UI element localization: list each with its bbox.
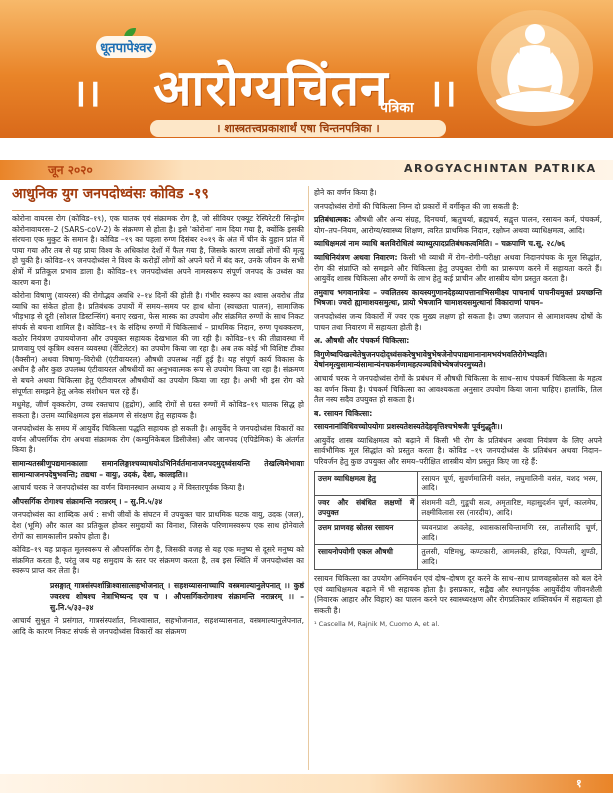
- paragraph: आचार्य सुश्रुत ने प्रसंगात, गात्रसंस्पर्शात, निःश्वासात, सहभोजनात, सहशय्यासनात, वस्त्रमाल्यानुलेपनात, आदि के कारण निकट संपर्क से जनपदोध्वंस विकारों का संक्रमण: [12, 616, 304, 636]
- meditating-figure-icon: [470, 8, 600, 136]
- title-bars-left: ।।: [72, 70, 101, 115]
- paragraph: आयुर्वेद शास्त्र व्याधिक्षमत्व को बढ़ाने में किसी भी रोग के प्रतिबंधन अथवा नियंत्रण के लिए अपने सार्वभौमिक मूल सिद्धांत को प्रस्तुत करता है। कोविड –१९ जनपदोध्वंस के प्रतिबंधन अथवा निदान–परिवर्जन हेतु कुछ उपयुक्त और समय–परीक्षित शास्त्रीय योग प्रस्तुत किए जा रहे हैं:: [314, 435, 602, 467]
- paragraph: होने का वर्णन किया है।: [314, 188, 377, 197]
- article-heading: आधुनिक युग जनपदोध्वंसः कोविड -१९: [12, 186, 209, 202]
- paragraph: जनपदोध्वंस रोगों की चिकित्सा निम्न दो प्रकारों में वर्गीकृत की जा सकती है:: [314, 201, 519, 211]
- table-row: उत्तम प्राणवह स्रोतस रसायन च्यवनप्राश अवलेह, श्वासकासचिन्तामणि रस, तालीसादि चूर्ण, आदि।: [315, 520, 602, 545]
- sanskrit-verse: सामान्यतस्त्रीणुपद्यमानकालाः समानलिङ्गाश्चव्याधयोऽभिनिर्वर्तमानाजनपदमुद्ध्वंसयन्ति तेखल्विमेभावाः सामान्याजनपदेषुभवन्ति; तद्यथा – वायुः, उदकं, देशः, कालइति।।: [12, 459, 304, 479]
- tagline: । शास्त्रतत्त्वप्रकाशार्थं एषा चिन्तनपत्रिका ।: [150, 120, 446, 137]
- paragraph: प्रतिबंधात्मक: औषधी और अन्य संग्रह, दिनचर्या, ऋतुचर्या, ब्रह्मचर्य, सद्वृत्त पालन, रसायन कर्म, पंचकर्म, योग–तप–नियम, आरोग्य/स्वास्थ्य शिक्षण, त्वरित प्राथमिक निदान, रक्षोघ्न अथवा व्याधिक्षमत्व, आदि।: [314, 215, 602, 235]
- table-row: रसायनोपयोगी एकल औषधी तुलसी, यष्टिमधु, कण्टकारी, आमलकी, हरिद्रा, पिप्पली, शुण्ठी, आदि।: [315, 545, 602, 570]
- paragraph: कोरोना वायरस रोग (कोविड–१९), एक घातक एवं संक्रामक रोग है, जो सीवियर एक्यूट रेस्पिरेटरी सिन्ड्रोम कोरोनावायरस–2 (SARS-coV-2) के संक्रमण से होता है। इसे 'कोरोना' नाम दिया गया है, क्योंकि इसकी संरचना एक मुकुट के समान है। कोविड –१९ का पहला रुग्ण दिसंबर २०१९ के अंत में चीन के वुहान प्रांत में पाया गया और तब से यह प्रायः विश्व के अधिकांश देशों में फैल गया है, जिसके कारण लाखों लोगों की मृत्यु हो चुकी है। कोविड–१९ जनपदोध्वंस ने विश्व के करोड़ों लोगों को अपने घरों में बंद कर, उनके जीवन के सभी क्षेत्रों में प्रतिकूल प्रभाव डाला है। कोविड–१९ जनपदोध्वंस अपने नामस्वरूप संपूर्ण जनपद के उध्वंस का कारण बना है।: [12, 214, 304, 287]
- issue-date: जून २०२०: [48, 163, 93, 177]
- label: व्याधिनियंत्रण अथवा निवारण:: [314, 252, 398, 262]
- sanskrit-verse: औपसर्गिक रोगाश्च संक्रामन्ति नरान्नरम् । – सु.नि.५/३४: [12, 496, 163, 506]
- sanskrit-verse: रसायनानांविधिवच्चोपयोगः प्रशस्यतेशस्यतेदेहवृत्तिश्चभेषजैः पूर्वमुद्धृतैः।।: [314, 422, 503, 432]
- paragraph: जनपदोध्वंस का शाब्दिक अर्थ : सभी जीवों के संघटन में उपयुक्त चार प्राथमिक घटक वायु, उदक (जल), देश (भूमि) और काल का प्रतिकूल होकर समुदायों का विनाश, जिसके परिणामस्वरूप एक साथ होनेवाले रोगों का सामकालीन प्रकोप होता है।: [12, 510, 304, 541]
- sanskrit-verse: विगुणेष्वपिखल्वेतेषुजनपदोद्ध्वंसकरेषुभावेषुभेषजेनोपपाद्यमानानामभयंभवतिरोगेभ्यइति। येषांनमृत्युसामान्यंसामान्यंनचकर्मणामहत्पञ्चविधेभ्येषजंपरमुच्यते।: [314, 349, 548, 370]
- left-column: [12, 186, 304, 640]
- citation: ¹ Cascella M, Rajnik M, Cuomo A, et al.: [314, 620, 440, 629]
- paragraph: जनपदोध्वंस के समय में आयुर्वेद चिकित्सा पद्धति सहायक हो सकती है। आयुर्वेद ने जनपदोध्वंस विकारों का वर्णन औपसर्गिक रोग अथवा संक्रामक रोग (कम्युनिकेबल डिसीजेस) और जानपद (एपिडेमिक) के अंतर्गत किया है।: [12, 424, 304, 455]
- label: प्रतिबंधात्मक:: [314, 215, 352, 225]
- table-row: उत्तम व्याधिक्षमत्व हेतु रसायन चूर्ण, सुवर्णमालिनी वसंत, लघुमालिनी वसंत, यशद भस्म, आदि।: [315, 471, 602, 496]
- paragraph: आचार्य चरक ने जनपदोध्वंस रोगों के प्रबंधन में औषधी चिकित्सा के साथ–साथ पंचकर्म चिकित्सा के महत्व का वर्णन किया है। पंचकर्म चिकित्सा का आवश्यकता अनुसार उपयोग किया जाना चाहिए। हालांकि, तिल तैल नस्य सदैव उपयुक्त हो सकता है।: [314, 373, 602, 405]
- paragraph: मधुमेह, जीर्ण वृक्करोग, उच्च रक्तचाप (हृद्रोग), आदि रोगों से ग्रस्त रुग्णों में कोविड–१९ घातक सिद्ध हो सकता है। उत्तम व्याधिक्षमत्व इस संक्रमण से संरक्षण हेतु सहायक है।: [12, 400, 304, 420]
- subheading: ब. रसायन चिकित्सा:: [314, 408, 373, 418]
- paragraph: व्याधिनियंत्रण अथवा निवारण: किसी भी व्याधी में रोग–रोगी–परीक्षा अथवा निदानपंचक के मूल सिद्धांत, रोग की संप्राप्ति को समझने और चिकित्सा हेतु उपयुक्त रोगी का प्रारूपण करने में सहायता करते हैं। आयुर्वेद शास्त्र चिकित्सा और रुग्णों के लाभ हेतु कई प्राचीन और शास्त्रीय योग प्रस्तुत करता है।: [314, 252, 602, 284]
- magazine-subtitle: पत्रिका: [380, 100, 414, 116]
- title-bars-right: ।।: [428, 70, 457, 115]
- logo-text: धूतपापेश्वर: [100, 41, 152, 56]
- footer-bar: [0, 774, 613, 793]
- right-column: [314, 188, 602, 633]
- table-row: ज्वर और संबंधित लक्षणों में उपयुक्त संशमनी वटी, गुडूची सत्व, अमृतारिष्ट, महासुदर्शन चूर्ण, कालमेघ, लक्ष्मीविलास रस (नारदीय), आदि।: [315, 496, 602, 521]
- formulation-table: [314, 471, 602, 570]
- paragraph: कोरोना विषाणु (वायरस) की रोगोद्भव अवधि २–१४ दिनों की होती है। गंभीर स्वरूप का श्वास अवरोध तीव्र व्याधि का संकेत होता है। प्रतिबंधक उपायों में समय–समय पर हाथ धोना (स्वच्छता पालन), सामाजिक भीड़भाड़ से दूरी (सोशल डिस्टन्सिंग) बनाए रखना, फेस मास्क का उपयोग और संक्रमित रुग्णों के साथ निकट संपर्क से बचना शामिल है। कोविड–१९ के संदिग्ध रुग्णों में चिकित्सार्थ – प्राथमिक निदान, रुग्ण पृथक्करण, कठोर नियंत्रण उपाययोजना और उपयुक्त सहायक देखभाल की जा रही है। कोविड–१९ की तीव्रावस्था में प्राणवायु एवं कृत्रिम श्वसन व्यवस्था (वेंटिलेटर) का उपयोग किया जा रहा है। अब तक कोई भी विशिष्ट टीका (वैक्सीन) अथवा विषाणु–विरोधी (एंटीवायरल) औषधी उपलब्ध नहीं हुई है। यह संपूर्ण कार्य विकास के अधीन है और कुछ उपलब्ध एंटीवायरल औषधीयों का अनुभवात्मक रूप से उपयोग किया जा रहा है। संक्रमण से बचने अथवा चिकित्सा हेतु एंटीवायरल औषधीयों का उपयोग किया जा रहा है। अभी भी इस रोग को संपूर्णतः समझने हेतु अनेक संशोधन चल रहे हैं।: [12, 291, 304, 396]
- sanskrit-verse: प्रसङ्गात् गात्रसंस्पर्शान्निःश्वासात्सहभोजनात् । सहशय्यासनाच्चापि वस्त्रमाल्यानुलेपनात् ।। कुष्ठं ज्वरश्च शोषश्च नेत्राभिष्यन्द एव च । औपसर्गिकरोगाश्च संक्रामन्ति नरान्नरम् ।। – सु.नि.५/३३–३४: [50, 581, 304, 612]
- paragraph: आचार्य चरक ने जनपदोध्वंस का वर्णन विमानस्थान अध्याय ३ में विस्तारपूर्वक किया है।: [12, 483, 245, 493]
- magazine-title: आरोग्यचिंतन: [153, 58, 389, 117]
- paragraph: कोविड–१९ यह प्राकृत मूलस्वरूप से औपसर्गिक रोग है, जिसकी वजह से यह एक मनुष्य से दूसरे मनुष्य को संक्रमित करता है, परंतु जब यह समुदाय के स्तर पर संक्रमण करता है, तब इस स्थिति में जनपदोध्वंस का स्वरूप प्राप्त कर लेता है।: [12, 545, 304, 576]
- column-divider: [308, 186, 309, 770]
- paragraph: जनपदोध्वंस जन्य विकारों में ज्वर एक मुख्य लक्षण हो सकता है। उष्ण जलपान से आमाशयस्थ दोषों के पाचन तथा निवारण में सहायता होती है।: [314, 311, 602, 332]
- sanskrit-verse: तमुवाच भगवानात्रेयः – ज्वलितस्य कायस्यगुणानदेहव्यापत्तानाभिसमीक्ष्य पाचनार्थ पाचनीयमुक्तं प्रयच्छन्ति भिषजः। ज्वरो ह्यामाशयसमुत्थः, प्रायो भेषजानि चामाशयसमुत्थानां विकाराणां पाचन–: [314, 287, 602, 308]
- subheading: अ. औषधी और पंचकर्म चिकित्सा:: [314, 336, 410, 346]
- heading-rule: [12, 205, 304, 211]
- sanskrit-verse: व्याधिक्षमत्वं नाम व्याधि बलविरोधित्वं व्याध्युत्पादप्रतिबंधकत्वमिति। – चक्रपाणि च.सू. २८/७६: [314, 239, 566, 249]
- paragraph: रसायन चिकित्सा का उपयोग अग्निवर्धन एवं दोष–दोषण दूर करने के साथ–साथ प्राणवहस्रोतस को बल देने एवं व्याधिक्षमत्व बढ़ाने में भी सहायक होता है। इसप्रकार, सद्वैद्य और स्थानपूर्वक आयुर्वेदीय जीवनशैली (निवारक आहार और विहार) का पालन करने पर स्वास्थ्यरक्षण और रोगप्रतिकार शक्तिवर्धन में सहायता हो सकती है।: [314, 574, 602, 615]
- english-title: AROGYACHINTAN PATRIKA: [404, 162, 597, 175]
- page-number: १: [576, 777, 582, 790]
